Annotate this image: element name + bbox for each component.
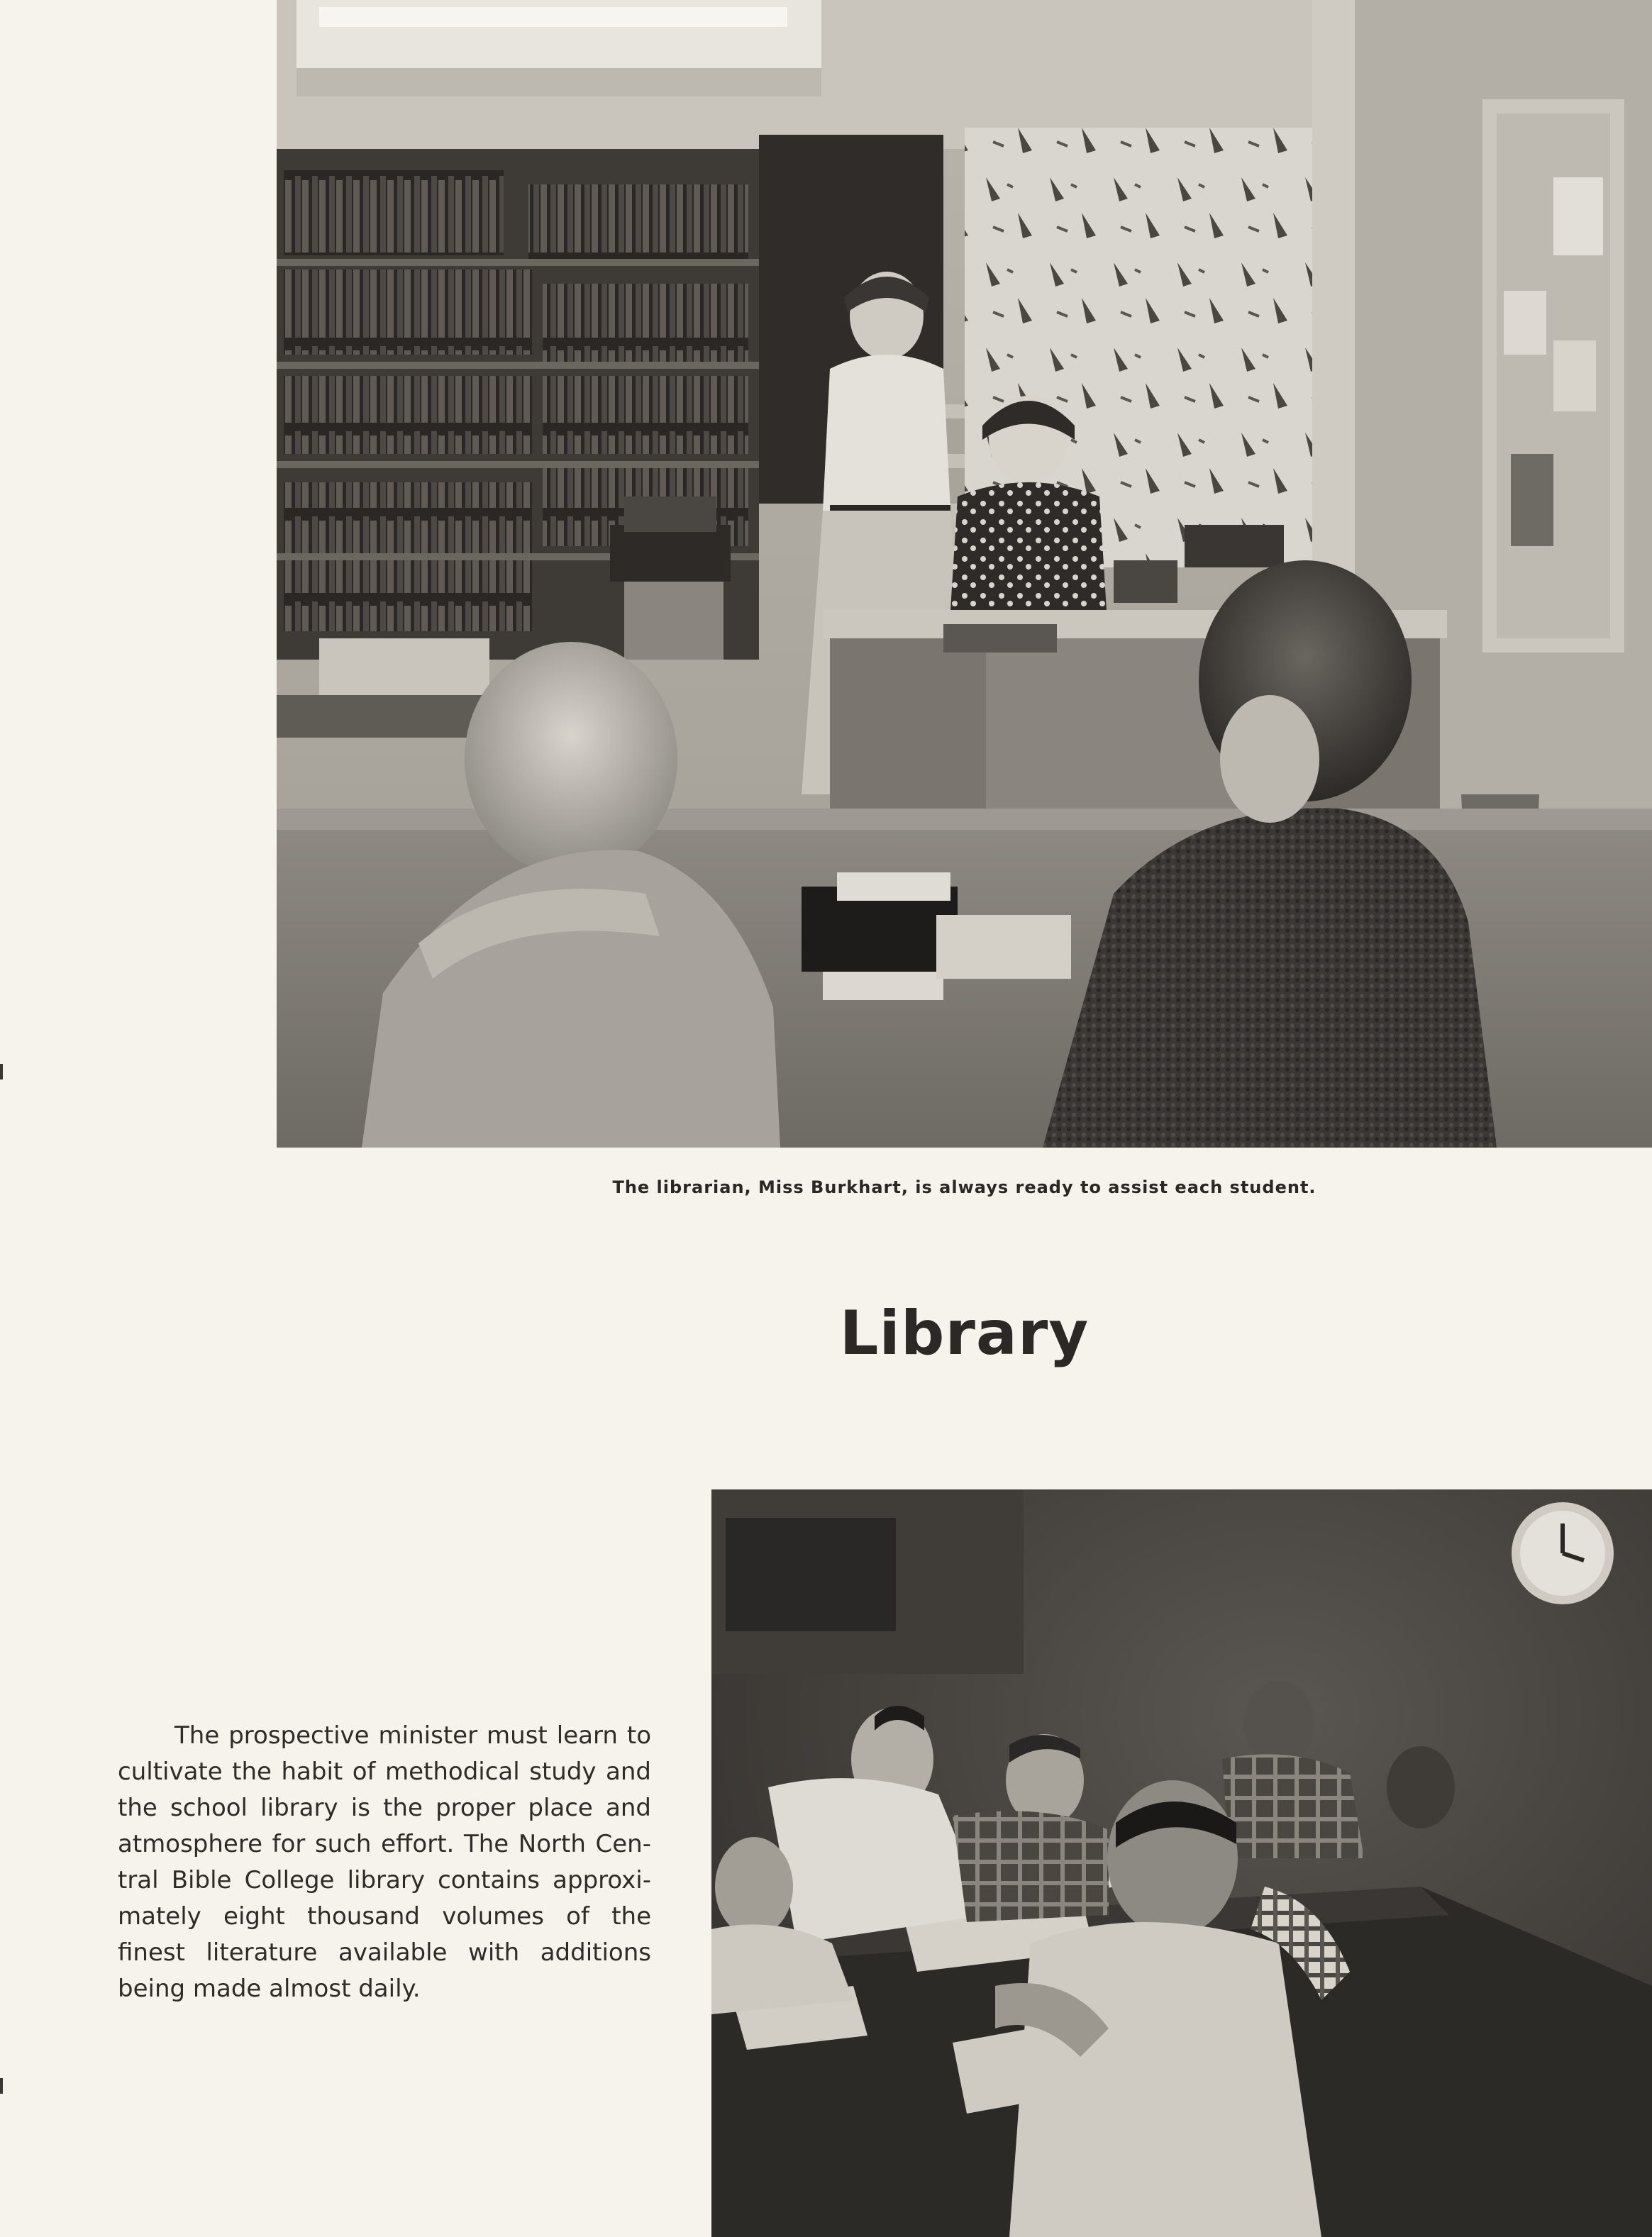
body-paragraph: The prospective minister must learn to cultivate the habit of methodical study and the school library is the proper place and atmosphere for such effort. The North Central Bible College library contains approximately eight thousand volumes of the finest literature available with additions being made almost daily. <box>118 1721 651 2003</box>
library-photo-librarian <box>277 0 1652 1148</box>
photo-caption: The librarian, Miss Burkhart, is always ready to assist each student. <box>612 1177 1316 1197</box>
page-edge-mark <box>0 1064 3 1079</box>
page-edge-mark <box>0 2078 3 2094</box>
library-photo-students <box>711 1489 1652 2237</box>
page-title: Library <box>839 1298 1090 1369</box>
